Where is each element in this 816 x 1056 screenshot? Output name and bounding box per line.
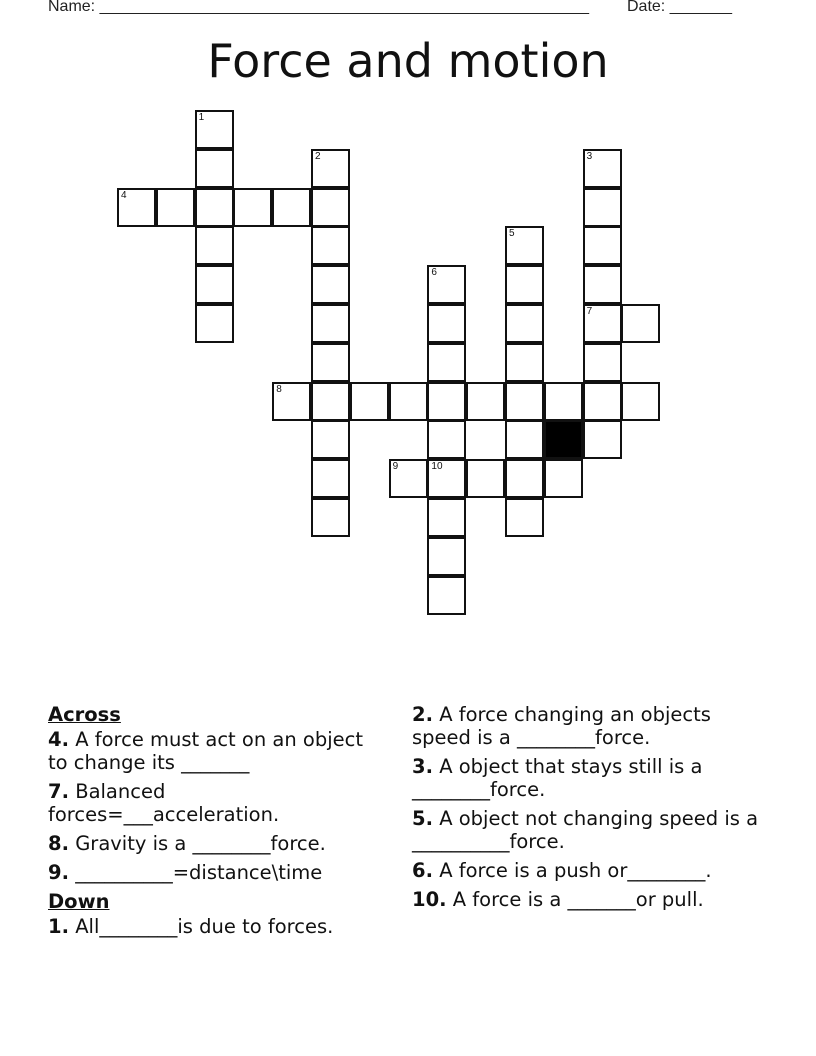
clue-number: 2. (412, 703, 433, 726)
grid-cell[interactable] (311, 459, 350, 498)
clue-down-3 (412, 755, 772, 801)
clue-across-4 (48, 728, 388, 774)
clue-number: 5. (412, 807, 433, 830)
grid-cell[interactable] (195, 188, 234, 227)
clue-text: A force must act on an object to change its _______ (48, 728, 363, 774)
clue-text: A object that stays still is a ________force. (412, 755, 703, 801)
down-heading: Down (48, 890, 110, 913)
grid-cell[interactable] (195, 265, 234, 304)
grid-cell[interactable] (427, 498, 466, 537)
clue-number: 9. (48, 861, 69, 884)
grid-cell[interactable] (505, 382, 544, 421)
grid-cell[interactable] (311, 382, 350, 421)
clue-down-2 (412, 703, 772, 749)
grid-cell[interactable] (583, 420, 622, 459)
grid-cell[interactable] (427, 343, 466, 382)
grid-cell[interactable] (195, 149, 234, 188)
grid-cell[interactable] (311, 304, 350, 343)
date-field-label: Date: _______ (627, 0, 732, 15)
grid-cell[interactable] (311, 188, 350, 227)
grid-cell[interactable] (311, 226, 350, 265)
grid-cell[interactable] (389, 382, 428, 421)
grid-cell[interactable] (505, 226, 544, 265)
grid-cell[interactable] (427, 459, 466, 498)
clue-number: 3. (412, 755, 433, 778)
clue-across-9 (48, 861, 388, 884)
clue-across-7 (48, 780, 388, 826)
clue-text: Gravity is a ________force. (75, 832, 326, 855)
grid-cell[interactable] (427, 304, 466, 343)
name-field-label: Name: _______________________________________________________ (48, 0, 589, 15)
cell-number: 8 (276, 383, 282, 395)
cell-number: 7 (586, 306, 593, 317)
grid-cell[interactable] (583, 382, 622, 421)
grid-cell[interactable] (583, 226, 622, 265)
grid-cell[interactable] (195, 226, 234, 265)
grid-cell[interactable] (156, 188, 195, 227)
grid-cell[interactable] (195, 110, 234, 149)
grid-cell[interactable] (583, 304, 622, 343)
grid-cell[interactable] (389, 459, 428, 498)
clue-number: 7. (48, 780, 69, 803)
grid-cell[interactable] (505, 343, 544, 382)
clue-number: 1. (48, 915, 69, 938)
grid-cell[interactable] (544, 459, 583, 498)
clue-number: 10. (412, 888, 447, 911)
grid-cell[interactable] (544, 382, 583, 421)
clue-text: A object not changing speed is a __________force. (412, 807, 759, 853)
grid-cell[interactable] (233, 188, 272, 227)
grid-cell[interactable] (427, 537, 466, 576)
clue-text: All________is due to forces. (75, 915, 334, 938)
grid-cell[interactable] (272, 382, 311, 421)
grid-cell[interactable] (427, 382, 466, 421)
grid-cell[interactable] (311, 343, 350, 382)
grid-cell[interactable] (583, 188, 622, 227)
clue-down-5 (412, 807, 772, 853)
cell-number: 5 (509, 228, 515, 240)
grid-cell[interactable] (427, 265, 466, 304)
clue-text: __________=distance\time (75, 861, 323, 884)
grid-cell[interactable] (583, 149, 622, 188)
clue-down-6 (412, 859, 772, 882)
grid-cell[interactable] (505, 459, 544, 498)
grid-cell[interactable] (427, 576, 466, 615)
grid-cell[interactable] (195, 304, 234, 343)
clues-left-column (48, 703, 388, 944)
cell-number: 1 (198, 112, 205, 123)
clue-number: 8. (48, 832, 69, 855)
cell-number: 3 (586, 150, 593, 162)
grid-cell[interactable] (350, 382, 389, 421)
cell-number: 2 (315, 150, 321, 162)
grid-cell[interactable] (466, 382, 505, 421)
clue-down-10 (412, 888, 772, 911)
grid-cell[interactable] (272, 188, 311, 227)
black-square (544, 420, 583, 459)
grid-cell[interactable] (311, 420, 350, 459)
grid-cell[interactable] (505, 420, 544, 459)
grid-cell[interactable] (311, 149, 350, 188)
page-title: Force and motion (207, 34, 609, 88)
grid-cell[interactable] (505, 304, 544, 343)
across-heading: Across (48, 703, 121, 726)
grid-cell[interactable] (117, 188, 156, 227)
clue-text: A force is a _______or pull. (452, 888, 704, 911)
grid-cell[interactable] (466, 459, 505, 498)
clues-right-column (412, 703, 772, 917)
grid-cell[interactable] (583, 265, 622, 304)
cell-number: 10 (431, 461, 443, 473)
clue-number: 4. (48, 728, 69, 751)
clue-text: Balanced forces=___acceleration. (48, 780, 280, 826)
grid-cell[interactable] (505, 265, 544, 304)
grid-cell[interactable] (505, 498, 544, 537)
clue-across-8 (48, 832, 388, 855)
clue-number: 6. (412, 859, 433, 882)
cell-number: 4 (121, 189, 127, 201)
clue-text: A force changing an objects speed is a ________force. (412, 703, 711, 749)
clue-down-1 (48, 915, 388, 938)
clue-text: A force is a push or________. (439, 859, 712, 882)
cell-number: 9 (392, 461, 399, 473)
grid-cell[interactable] (621, 382, 660, 421)
cell-number: 6 (431, 267, 437, 279)
grid-cell[interactable] (583, 343, 622, 382)
grid-cell[interactable] (311, 498, 350, 537)
grid-cell[interactable] (311, 265, 350, 304)
grid-cell[interactable] (427, 420, 466, 459)
grid-cell[interactable] (621, 304, 660, 343)
